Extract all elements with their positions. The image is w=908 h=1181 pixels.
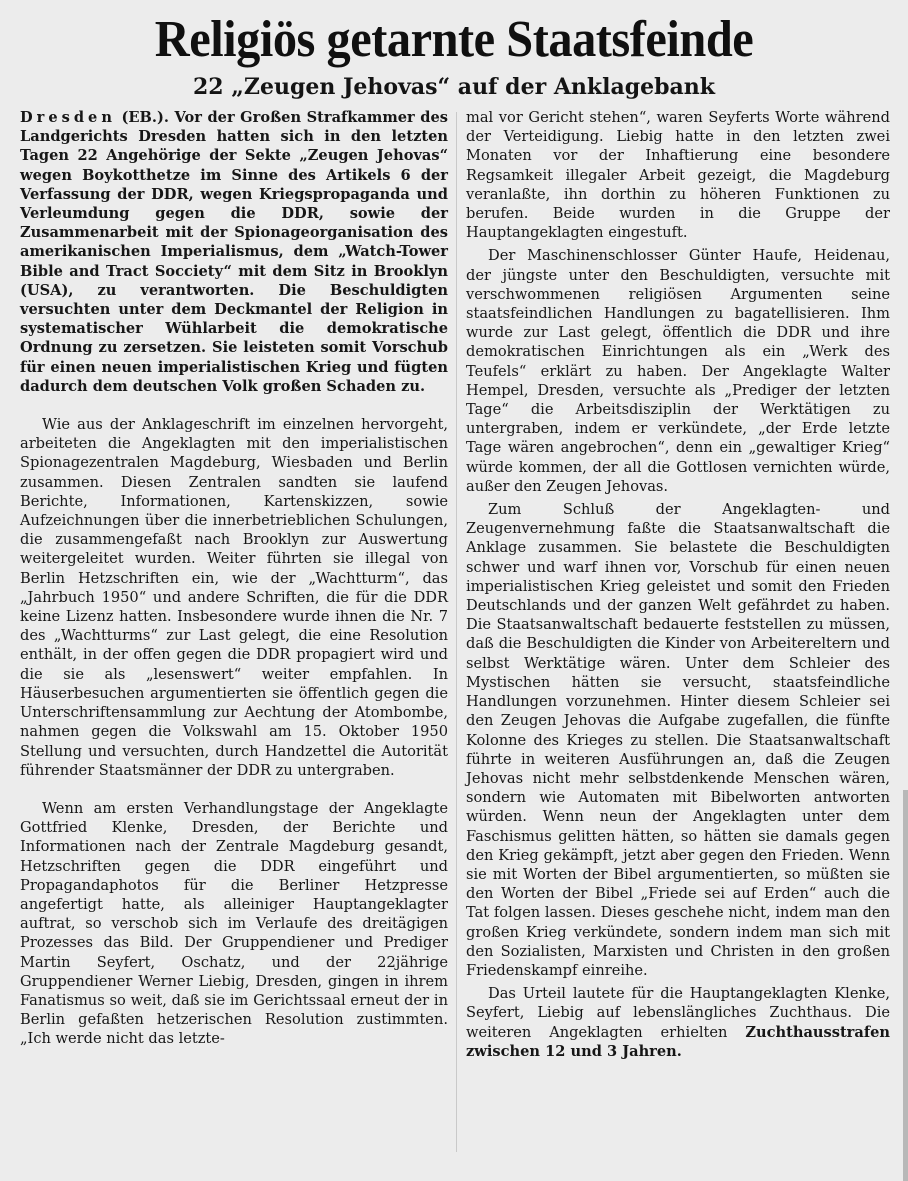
article-column-right: [466, 108, 890, 1061]
page-edge: [903, 790, 908, 1181]
lead-paragraph: [20, 108, 448, 396]
column-divider: [456, 112, 457, 1152]
verdict-sentence: Zuchthausstrafen zwischen 12 und 3 Jahren.: [466, 1023, 890, 1060]
article-column-left: [20, 108, 448, 1049]
body-paragraph: mal vor Gericht stehen“, waren Seyferts Worte während der Verteidigung. Liebig hatte in den letzten zwei Monaten vor der Inhaftierung eine besondere Regsamkeit illegaler Arbeit gezeigt, die Magdeburg veranlaßte, ihn dorthin zu höheren Funktionen zu berufen. Beide wurden in die Gruppe der Hauptangeklagten eingestuft.: [466, 109, 890, 242]
body-paragraph: Wie aus der Anklageschrift im einzelnen hervorgeht, arbeiteten die Angeklagten mit den imperialistischen Spionagezentralen Magdeburg, Wiesbaden und Berlin zusammen. Diesen Zentralen sandten sie laufend Berichte, Informationen, Kartenskizzen, sowie Aufzeichnungen über die innerbetrieblichen Schulungen, die zusammengefaßt nach Brooklyn zur Auswertung weitergeleitet wurden. Weiter führten sie illegal von Berlin Hetzschriften ein, wie der „Wachtturm“, das „Jahrbuch 1950“ und andere Schriften, die für die DDR keine Lizenz hatten. Insbesondere wurde ihnen die Nr. 7 des „Wachtturms“ zur Last gelegt, die eine Resolution enthält, in der offen gegen die DDR propagiert wird und die sie als „lesenswert“ weiter empfahlen. In Häuserbesuchen argumentierten sie öffentlich gegen die Unterschriftensammlung zur Aechtung der Atombombe, nahmen gegen die Volkswahl am 15. Oktober 1950 Stellung und versuchten, durch Handzettel die Autorität führender Staatsmänner der DDR zu untergraben.: [20, 416, 448, 779]
verdict-intro: Das Urteil lautete für die Hauptangeklagten Klenke, Seyfert, Liebig auf lebenslängliches Zuchthaus. Die weiteren Angeklagten erhielten: [466, 985, 890, 1041]
body-paragraph: Der Maschinenschlosser Günter Haufe, Heidenau, der jüngste unter den Beschuldigten, versuchte mit verschwommenen religiösen Argumenten seine staatsfeindlichen Handlungen zu bagatellisieren. Ihm wurde zur Last gelegt, öffentlich die DDR und ihre demokratischen Einrichtungen als ein „Werk des Teufels“ erklärt zu haben. Der Angeklagte Walter Hempel, Dresden, versuchte als „Prediger der letzten Tage“ die Arbeitsdisziplin der Werktätigen zu untergraben, indem er verkündete, „der Erde letzte Tage wären angebrochen“, denn ein „gewaltiger Krieg“ würde kommen, der all die Gottlosen vernichten würde, außer den Zeugen Jehovas.: [466, 247, 890, 495]
dateline: Dresden: [20, 109, 116, 126]
article-headline: Religiös getarnte Staatsfeinde: [154, 11, 754, 68]
article-subheadline: 22 „Zeugen Jehovas“ auf der Anklagebank: [192, 74, 715, 100]
verdict-paragraph: [466, 984, 890, 1061]
body-paragraph: Zum Schluß der Angeklagten- und Zeugenvernehmung faßte die Staatsanwaltschaft die Anklage zusammen. Sie belastete die Beschuldigten schwer und warf ihnen vor, Vorschub für einen neuen imperialistischen Krieg geleistet und somit den Frieden Deutschlands und der ganzen Welt gefährdet zu haben. Die Staatsanwaltschaft bedauerte feststellen zu müssen, daß die Beschuldigten die Kinder von Arbeitereltern und selbst Werktätige wären. Unter dem Schleier des Mystischen hätten sie versucht, staatsfeindliche Handlungen vorzunehmen. Hinter diesem Schleier sei den Zeugen Jehovas die Aufgabe zugefallen, die fünfte Kolonne des Krieges zu stellen. Die Staatsanwaltschaft führte in weiteren Ausführungen an, daß die Zeugen Jehovas nicht mehr selbstdenkende Menschen wären, sondern wie Automaten mit Bibelworten antworten würden. Wenn neun der Angeklagten unter dem Faschismus gelitten hätten, so hätten sie damals gegen den Krieg gekämpft, jetzt aber gegen den Frieden. Wenn sie mit Worten der Bibel argumentierten, so müßten sie den Worten der Bibel „Friede sei auf Erden“ auch die Tat folgen lassen. Dieses geschehe nicht, indem man den großen Krieg verkündete, sondern indem man sich mit den Sozialisten, Marxisten und Christen in den großen Friedenskampf einreihe.: [466, 501, 890, 979]
body-paragraph: Wenn am ersten Verhandlungstage der Angeklagte Gottfried Klenke, Dresden, der Berichte und Informationen nach der Zentrale Magdeburg gesandt, Hetzschriften gegen die DDR eingeführt und Propagandaphotos für die Berliner Hetzpresse angefertigt hatte, als alleiniger Hauptangeklagter auftrat, so verschob sich im Verlaufe des dreitägigen Prozesses das Bild. Der Gruppendiener und Prediger Martin Seyfert, Oschatz, und der 22jährige Gruppendiener Werner Liebig, Dresden, gingen in ihrem Fanatismus so weit, daß sie im Gerichtssaal erneut der in Berlin gefaßten hetzerischen Resolution zustimmten. „Ich werde nicht das letzte-: [20, 799, 448, 1048]
lead-text: (EB.). Vor der Großen Strafkammer des Landgerichts Dresden hatten sich in den letzten Tagen 22 Angehörige der Sekte „Zeugen Jehovas“ wegen Boykotthetze im Sinne des Artikels 6 der Verfassung der DDR, wegen Kriegspropaganda und Verleumdung gegen die DDR, sowie der Zusammenarbeit mit der Spionageorganisation des amerikanischen Imperialismus, dem „Watch-Tower Bible and Tract Socciety“ mit dem Sitz in Brooklyn (USA), zu verantworten. Die Beschuldigten versuchten unter dem Deckmantel der Religion in systematischer Wühlarbeit die demokratische Ordnung zu zersetzen. Sie leisteten somit Vorschub für einen neuen imperialistischen Krieg und fügten dadurch dem deutschen Volk großen Schaden zu.: [20, 109, 448, 395]
